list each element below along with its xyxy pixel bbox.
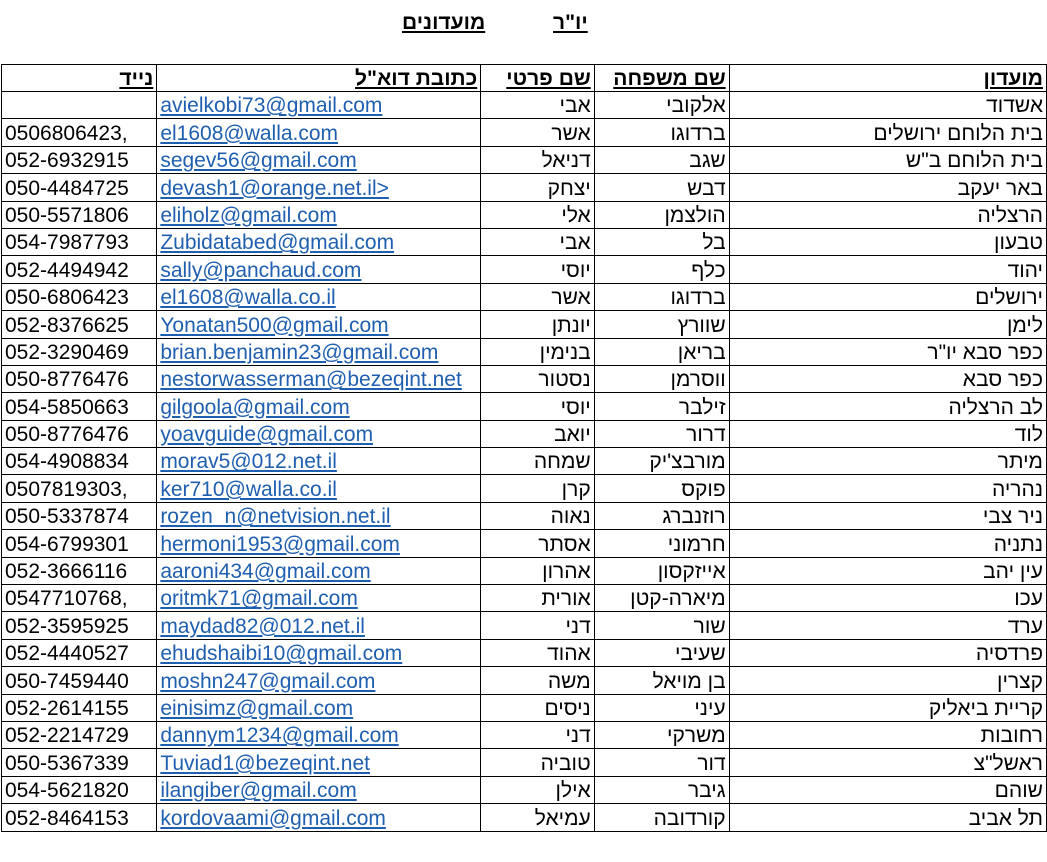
first-name-cell: אשר xyxy=(481,119,594,146)
email-link[interactable]: eliholz@gmail.com xyxy=(160,203,337,227)
email-link[interactable]: dannym1234@gmail.com xyxy=(160,724,399,748)
first-name-cell: אלי xyxy=(481,201,594,228)
club-cell: פרדסיה xyxy=(729,639,1046,666)
email-link[interactable]: brian.benjamin23@gmail.com xyxy=(160,340,439,364)
first-name-cell: אבי xyxy=(481,228,594,255)
email-cell xyxy=(157,365,481,392)
first-name-cell: משה xyxy=(481,667,594,694)
last-name-cell: עיני xyxy=(594,694,729,721)
email-cell xyxy=(157,146,481,173)
last-name-cell: מורבצ'יק xyxy=(594,448,729,475)
phone-cell: 052-2614155 xyxy=(2,694,157,721)
club-cell: ראשל"צ xyxy=(729,749,1046,776)
last-name-cell: משרקי xyxy=(594,721,729,748)
table-row xyxy=(2,338,1047,365)
phone-cell xyxy=(2,92,157,119)
table-row xyxy=(2,256,1047,283)
table-row xyxy=(2,174,1047,201)
email-cell xyxy=(157,749,481,776)
last-name-cell: שוורץ xyxy=(594,311,729,338)
last-name-cell: מיארה-קטן xyxy=(594,585,729,612)
phone-cell: 052-8464153 xyxy=(2,804,157,831)
table-row xyxy=(2,639,1047,666)
club-cell: לב הרצליה xyxy=(729,393,1046,420)
email-link[interactable]: Yonatan500@gmail.com xyxy=(160,313,389,337)
table-row xyxy=(2,146,1047,173)
email-link[interactable]: yoavguide@gmail.com xyxy=(160,423,374,447)
first-name-cell: ניסים xyxy=(481,694,594,721)
table-row xyxy=(2,667,1047,694)
last-name-cell: ברדוגו xyxy=(594,119,729,146)
phone-cell: 054-5850663 xyxy=(2,393,157,420)
email-link[interactable]: hermoni1953@gmail.com xyxy=(160,532,400,556)
first-name-cell: אהרון xyxy=(481,557,594,584)
club-cell: יהוד xyxy=(729,256,1046,283)
table-row xyxy=(2,119,1047,146)
last-name-cell: בל xyxy=(594,228,729,255)
last-name-cell: שעיבי xyxy=(594,639,729,666)
last-name-cell: פוקס xyxy=(594,475,729,502)
club-cell: באר יעקב xyxy=(729,174,1046,201)
email-cell xyxy=(157,639,481,666)
phone-cell: 050-4484725 xyxy=(2,174,157,201)
last-name-cell: רוזנברג xyxy=(594,502,729,529)
email-link[interactable]: aaroni434@gmail.com xyxy=(160,560,371,584)
email-link[interactable]: rozen_n@netvision.net.il xyxy=(160,505,391,529)
club-cell: קצרין xyxy=(729,667,1046,694)
table-row xyxy=(2,749,1047,776)
phone-cell: 0507819303, xyxy=(2,475,157,502)
phone-cell: 0506806423, xyxy=(2,119,157,146)
email-link[interactable]: devash1@orange.net.il> xyxy=(160,176,389,200)
table-row xyxy=(2,228,1047,255)
table-row xyxy=(2,475,1047,502)
phone-cell: 050-5337874 xyxy=(2,502,157,529)
last-name-cell: זילבר xyxy=(594,393,729,420)
first-name-cell: דניאל xyxy=(481,146,594,173)
email-cell xyxy=(157,530,481,557)
phone-cell: 054-7987793 xyxy=(2,228,157,255)
email-cell xyxy=(157,448,481,475)
email-cell xyxy=(157,585,481,612)
table-row xyxy=(2,283,1047,310)
phone-cell: 050-5571806 xyxy=(2,201,157,228)
last-name-cell: קורדובה xyxy=(594,804,729,831)
last-name-cell: חרמוני xyxy=(594,530,729,557)
table-row xyxy=(2,530,1047,557)
phone-cell: 050-5367339 xyxy=(2,749,157,776)
first-name-cell: בנימין xyxy=(481,338,594,365)
club-cell: שוהם xyxy=(729,776,1046,803)
first-name-cell: יואב xyxy=(481,420,594,447)
heading-clubs: מועדונים xyxy=(402,11,486,34)
email-link[interactable]: el1608@walla.com xyxy=(160,121,339,145)
first-name-cell: יצחק xyxy=(481,174,594,201)
phone-cell: 052-4440527 xyxy=(2,639,157,666)
last-name-cell: דור xyxy=(594,749,729,776)
email-cell xyxy=(157,228,481,255)
first-name-cell: טוביה xyxy=(481,749,594,776)
email-link[interactable]: oritmk71@gmail.com xyxy=(160,587,358,611)
email-cell xyxy=(157,283,481,310)
heading-chair: יו"ר xyxy=(553,11,588,34)
club-cell: אשדוד xyxy=(729,92,1046,119)
email-cell xyxy=(157,667,481,694)
table-row xyxy=(2,804,1047,831)
last-name-cell: אלקובי xyxy=(594,92,729,119)
email-cell xyxy=(157,612,481,639)
email-link[interactable]: kordovaami@gmail.com xyxy=(160,806,386,830)
club-cell: רחובות xyxy=(729,721,1046,748)
club-cell: טבעון xyxy=(729,228,1046,255)
club-cell: לוד xyxy=(729,420,1046,447)
email-link[interactable]: moshn247@gmail.com xyxy=(160,669,376,693)
club-cell: ירושלים xyxy=(729,283,1046,310)
table-row xyxy=(2,557,1047,584)
table-row xyxy=(2,448,1047,475)
club-cell: נהריה xyxy=(729,475,1046,502)
table-header-row xyxy=(2,65,1047,92)
table-row xyxy=(2,721,1047,748)
email-cell xyxy=(157,174,481,201)
first-name-cell: אילן xyxy=(481,776,594,803)
email-cell xyxy=(157,256,481,283)
email-link[interactable]: Zubidatabed@gmail.com xyxy=(160,231,395,255)
first-name-cell: יוסי xyxy=(481,256,594,283)
column-header-first-name: שם פרטי xyxy=(481,65,594,92)
email-link[interactable]: maydad82@012.net.il xyxy=(160,614,365,638)
first-name-cell: נאוה xyxy=(481,502,594,529)
email-link[interactable]: sally@panchaud.com xyxy=(160,258,362,282)
email-link[interactable]: gilgoola@gmail.com xyxy=(160,395,350,419)
email-cell xyxy=(157,502,481,529)
club-cell: מיתר xyxy=(729,448,1046,475)
table-row xyxy=(2,92,1047,119)
table-row xyxy=(2,585,1047,612)
last-name-cell: דרור xyxy=(594,420,729,447)
table-row xyxy=(2,420,1047,447)
last-name-cell: שור xyxy=(594,612,729,639)
phone-cell: 050-8776476 xyxy=(2,365,157,392)
first-name-cell: יונתן xyxy=(481,311,594,338)
email-link[interactable]: el1608@walla.co.il xyxy=(160,286,336,310)
last-name-cell: ווסרמן xyxy=(594,365,729,392)
email-link[interactable]: einisimz@gmail.com xyxy=(160,696,354,720)
email-link[interactable]: ehudshaibi10@gmail.com xyxy=(160,642,403,666)
email-cell xyxy=(157,311,481,338)
phone-cell: 0547710768, xyxy=(2,585,157,612)
phone-cell: 052-3290469 xyxy=(2,338,157,365)
first-name-cell: נסטור xyxy=(481,365,594,392)
club-cell: ערד xyxy=(729,612,1046,639)
table-row xyxy=(2,311,1047,338)
email-cell xyxy=(157,92,481,119)
club-cell: נתניה xyxy=(729,530,1046,557)
last-name-cell: כלף xyxy=(594,256,729,283)
column-header-phone: נייד xyxy=(2,65,157,92)
club-cell: בית הלוחם ירושלים xyxy=(729,119,1046,146)
phone-cell: 050-8776476 xyxy=(2,420,157,447)
email-cell xyxy=(157,338,481,365)
first-name-cell: דני xyxy=(481,721,594,748)
email-cell xyxy=(157,776,481,803)
phone-cell: 052-3595925 xyxy=(2,612,157,639)
phone-cell: 052-8376625 xyxy=(2,311,157,338)
email-cell xyxy=(157,201,481,228)
first-name-cell: אורית xyxy=(481,585,594,612)
first-name-cell: יוסי xyxy=(481,393,594,420)
last-name-cell: גיבר xyxy=(594,776,729,803)
first-name-cell: אסתר xyxy=(481,530,594,557)
club-cell: עין יהב xyxy=(729,557,1046,584)
phone-cell: 050-6806423 xyxy=(2,283,157,310)
last-name-cell: ברדוגו xyxy=(594,283,729,310)
first-name-cell: שמחה xyxy=(481,448,594,475)
email-cell xyxy=(157,557,481,584)
first-name-cell: עמיאל xyxy=(481,804,594,831)
club-cell: בית הלוחם ב"ש xyxy=(729,146,1046,173)
phone-cell: 050-7459440 xyxy=(2,667,157,694)
last-name-cell: בן מויאל xyxy=(594,667,729,694)
phone-cell: 052-2214729 xyxy=(2,721,157,748)
last-name-cell: הולצמן xyxy=(594,201,729,228)
phone-cell: 052-4494942 xyxy=(2,256,157,283)
column-header-email: כתובת דוא"ל xyxy=(157,65,481,92)
column-header-club: מועדון xyxy=(729,65,1046,92)
club-cell: כפר סבא יו"ר xyxy=(729,338,1046,365)
table-row xyxy=(2,365,1047,392)
email-cell xyxy=(157,694,481,721)
club-cell: תל אביב xyxy=(729,804,1046,831)
last-name-cell: שגב xyxy=(594,146,729,173)
phone-cell: 054-4908834 xyxy=(2,448,157,475)
email-cell xyxy=(157,119,481,146)
last-name-cell: בריאן xyxy=(594,338,729,365)
email-link[interactable]: nestorwasserman@bezeqint.net xyxy=(160,368,462,392)
first-name-cell: אבי xyxy=(481,92,594,119)
phone-cell: 052-3666116 xyxy=(2,557,157,584)
club-cell: כפר סבא xyxy=(729,365,1046,392)
last-name-cell: אייזקסון xyxy=(594,557,729,584)
club-cell: הרצליה xyxy=(729,201,1046,228)
phone-cell: 054-5621820 xyxy=(2,776,157,803)
club-cell: קריית ביאליק xyxy=(729,694,1046,721)
email-cell xyxy=(157,420,481,447)
email-link[interactable]: segev56@gmail.com xyxy=(160,149,357,173)
table-row xyxy=(2,776,1047,803)
email-link[interactable]: ilangiber@gmail.com xyxy=(160,779,357,803)
table-row xyxy=(2,393,1047,420)
table-row xyxy=(2,612,1047,639)
email-cell xyxy=(157,475,481,502)
column-header-last-name: שם משפחה xyxy=(594,65,729,92)
last-name-cell: דבש xyxy=(594,174,729,201)
first-name-cell: קרן xyxy=(481,475,594,502)
first-name-cell: אשר xyxy=(481,283,594,310)
club-cell: ניר צבי xyxy=(729,502,1046,529)
table-row xyxy=(2,201,1047,228)
email-link[interactable]: avielkobi73@gmail.com xyxy=(160,94,383,118)
phone-cell: 054-6799301 xyxy=(2,530,157,557)
email-link[interactable]: ker710@walla.co.il xyxy=(160,477,337,501)
contacts-table xyxy=(1,64,1047,832)
phone-cell: 052-6932915 xyxy=(2,146,157,173)
email-link[interactable]: morav5@012.net.il xyxy=(160,450,337,474)
email-cell xyxy=(157,393,481,420)
first-name-cell: דני xyxy=(481,612,594,639)
first-name-cell: אהוד xyxy=(481,639,594,666)
email-cell xyxy=(157,804,481,831)
club-cell: עכו xyxy=(729,585,1046,612)
table-row xyxy=(2,694,1047,721)
club-cell: לימן xyxy=(729,311,1046,338)
email-link[interactable]: Tuviad1@bezeqint.net xyxy=(160,751,370,775)
table-row xyxy=(2,502,1047,529)
email-cell xyxy=(157,721,481,748)
